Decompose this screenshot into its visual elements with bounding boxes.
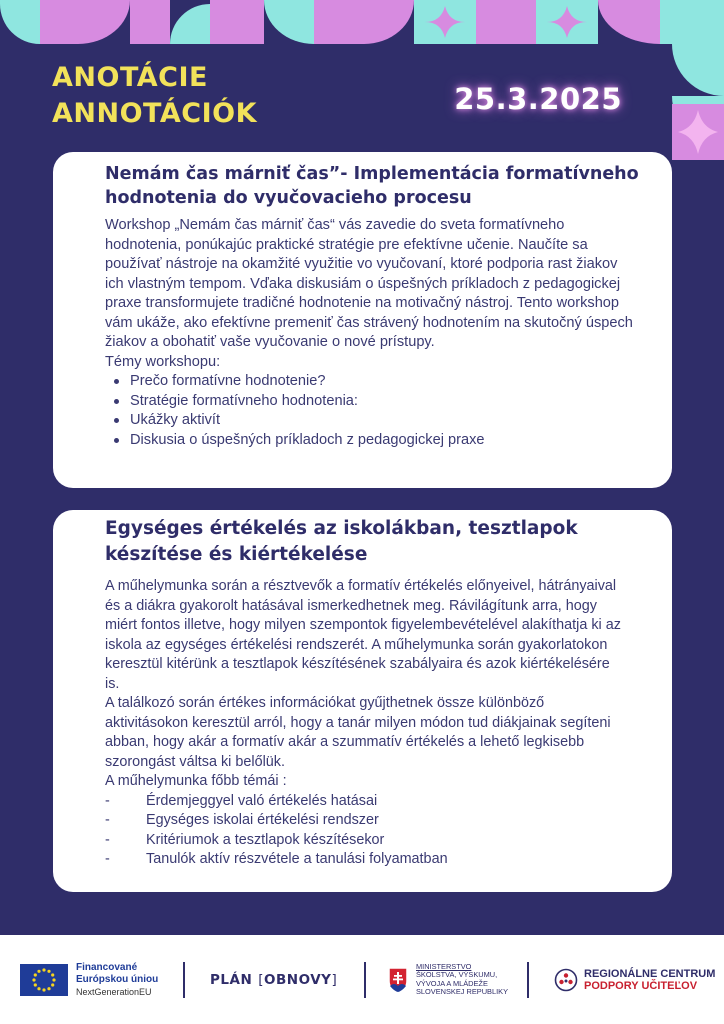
bracket-left-icon: [ [258, 971, 265, 988]
list-item: Ukážky aktivít [105, 411, 635, 431]
annotation-card-slovak [53, 152, 672, 488]
list-intro: A műhelymunka főbb témái : [105, 773, 287, 789]
rcpu-logo [554, 935, 715, 1024]
list-item: - Érdemjeggyel való értékelés hatásai [105, 792, 625, 812]
ministry-line-4: SLOVENSKEJ REPUBLIKY [416, 987, 509, 996]
ministry-line-2: ŠKOLSTVA, VÝSKUMU, [416, 970, 498, 979]
topic-list [105, 372, 635, 450]
divider [527, 962, 529, 998]
list-item: Prečo formatívne hodnotenie? [105, 372, 635, 392]
ministry-logo [388, 935, 508, 1024]
eu-flag-icon [20, 964, 68, 996]
eu-line-1: Financované [76, 961, 138, 973]
eu-logo [20, 935, 158, 1024]
annotation-card-hungarian [53, 510, 672, 892]
plan-word: PLÁN [210, 971, 253, 988]
rc-line-1: REGIONÁLNE CENTRUM [584, 967, 716, 980]
list-item: Stratégie formatívneho hodnotenia: [105, 392, 635, 412]
card-paragraph: A műhelymunka során a résztvevők a formatív értékelés előnyeivel, hátrányaival és a diákra gyakorolt hatásával ismerkedhetnek meg. Rávilágítunk arra, hogy miért fontos illetve, hogy milyen szempontok figyelembevételével alakíthatja ki az iskola az egységes értékelési rendszerét. A műhelymunka során gyakorlatokon keresztül kitérünk a tesztlapok készítésének szabályaira és azok kiértékelésére is. [105, 578, 621, 692]
list-item: - Tanulók aktív részvétele a tanulási folyamatban [105, 850, 625, 870]
list-item: - Kritériumok a tesztlapok készítésekor [105, 831, 625, 851]
page-title [52, 60, 257, 132]
card-body [105, 577, 625, 870]
divider [364, 962, 366, 998]
title-line-hungarian: ANNOTÁCIÓK [52, 98, 257, 129]
footer-logos [0, 935, 724, 1024]
list-intro: Témy workshopu: [105, 353, 221, 370]
card-title: Nemám čas márniť čas”- Implementácia formatívneho hodnotenia do vyučovacieho procesu [105, 164, 639, 208]
plan-obnovy-logo [210, 935, 337, 1024]
rcpu-emblem-icon [554, 968, 578, 992]
ministry-line-1: MINISTERSTVO [416, 961, 472, 971]
bracket-right-icon: ] [331, 971, 338, 988]
ministry-line-3: VÝVOJA A MLÁDEŽE [416, 978, 488, 988]
rc-line-2: PODPORY UČITEĽOV [584, 979, 698, 992]
title-line-slovak: ANOTÁCIE [52, 62, 208, 93]
card-paragraph: A találkozó során értékes információkat gyűjthetnek össze különböző aktivitásokon keresztül arról, hogy a tanár milyen módon tud diákjainak segíteni abban, hogy akár a formatív akár a szummatív értékelés a lehető legkisebb szorongást váltsa ki belőlük. [105, 695, 611, 770]
eu-line-3: NextGenerationEU [76, 986, 152, 997]
list-item: Diskusia o úspešných príkladoch z pedagogickej praxe [105, 431, 635, 451]
eu-line-2: Európskou úniou [76, 973, 159, 985]
list-item: - Egységes iskolai értékelési rendszer [105, 811, 625, 831]
card-paragraph: Workshop „Nemám čas márniť čas“ vás zavedie do sveta formatívneho hodnotenia, ponúkajúc praktické stratégie pre efektívne učenie. Naučíte sa používať nástroje na okamžité využitie vo vyučovaní, ktoré podporia rast žiakov ich vlastným tempom. Vďaka diskusiám o úspešných príkladoch z pedagogickej praxe transformujete tradičné hodnotenie na motivačný nástroj. Tento workshop vám ukáže, ako efektívne premeniť čas strávený hodnotením na skutočný úspech žiakov a obohatiť vaše vyučovanie o nové prístupy. [105, 217, 633, 350]
divider [183, 962, 185, 998]
topic-list [105, 792, 625, 870]
card-title: Egységes értékelés az iskolákban, tesztlapok készítése és kiértékelése [105, 518, 578, 565]
slovak-coat-of-arms-icon [388, 967, 408, 993]
obnovy-word: OBNOVY [264, 971, 332, 988]
event-date: 25.3.2025 [454, 82, 622, 116]
card-body [105, 216, 635, 450]
